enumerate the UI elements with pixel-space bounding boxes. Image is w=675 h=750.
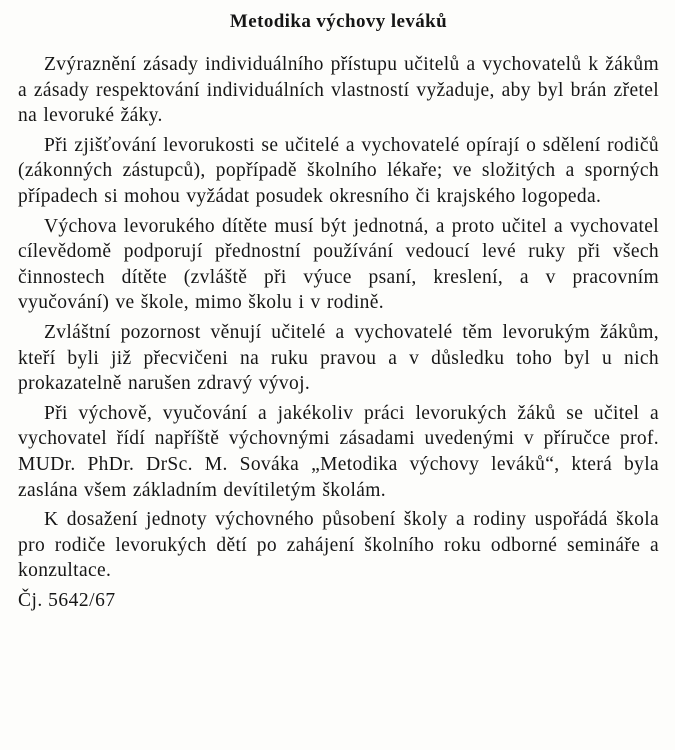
paragraph: K dosažení jednoty výchovného působení školy a rodiny uspořádá škola pro rodiče levorukých dětí po zahájení školního roku odborné semináře a konzultace. — [18, 509, 659, 582]
document-title: Metodika výchovy leváků — [229, 11, 448, 32]
paragraph: Výchova levorukého dítěte musí být jednotná, a proto učitel a vychovatel cílevědomě podporují přednostní používání vedoucí levé ruky při všech činnostech dítěte (zvláště při výuce psaní, kreslení, a v pracovním vyučování) ve škole, mimo školu i v rodině. — [18, 215, 659, 314]
paragraph: Zvláštní pozornost věnují učitelé a vychovatelé těm levorukým žákům, kteří byli již přecvičeni na ruku pravou a v důsledku toho byl u nich prokazatelně narušen zdravý vývoj. — [18, 321, 659, 395]
paragraph: Zvýraznění zásady individuálního přístupu učitelů a vychovatelů k žákům a zásady respektování individuálních vlastností vyžaduje, aby byl brán zřetel na levoruké žáky. — [18, 54, 659, 127]
paragraph: Při zjišťování levorukosti se učitelé a vychovatelé opírají o sdělení rodičů (zákonných zástupců), popřípadě školního lékaře; ve složitých a sporných případech si mohou vyžádat posudek okresního či krajského logopeda. — [18, 134, 659, 207]
reference-number: Čj. 5642/67 — [18, 589, 116, 611]
paragraph: Při výchově, vyučování a jakékoliv práci levorukých žáků se učitel a vychovatel řídí napříště výchovnými zásadami uvedenými v příručce prof. MUDr. PhDr. DrSc. M. Sováka „Metodika výchovy leváků“, která byla zaslána všem základním devítiletým školám. — [18, 402, 659, 501]
